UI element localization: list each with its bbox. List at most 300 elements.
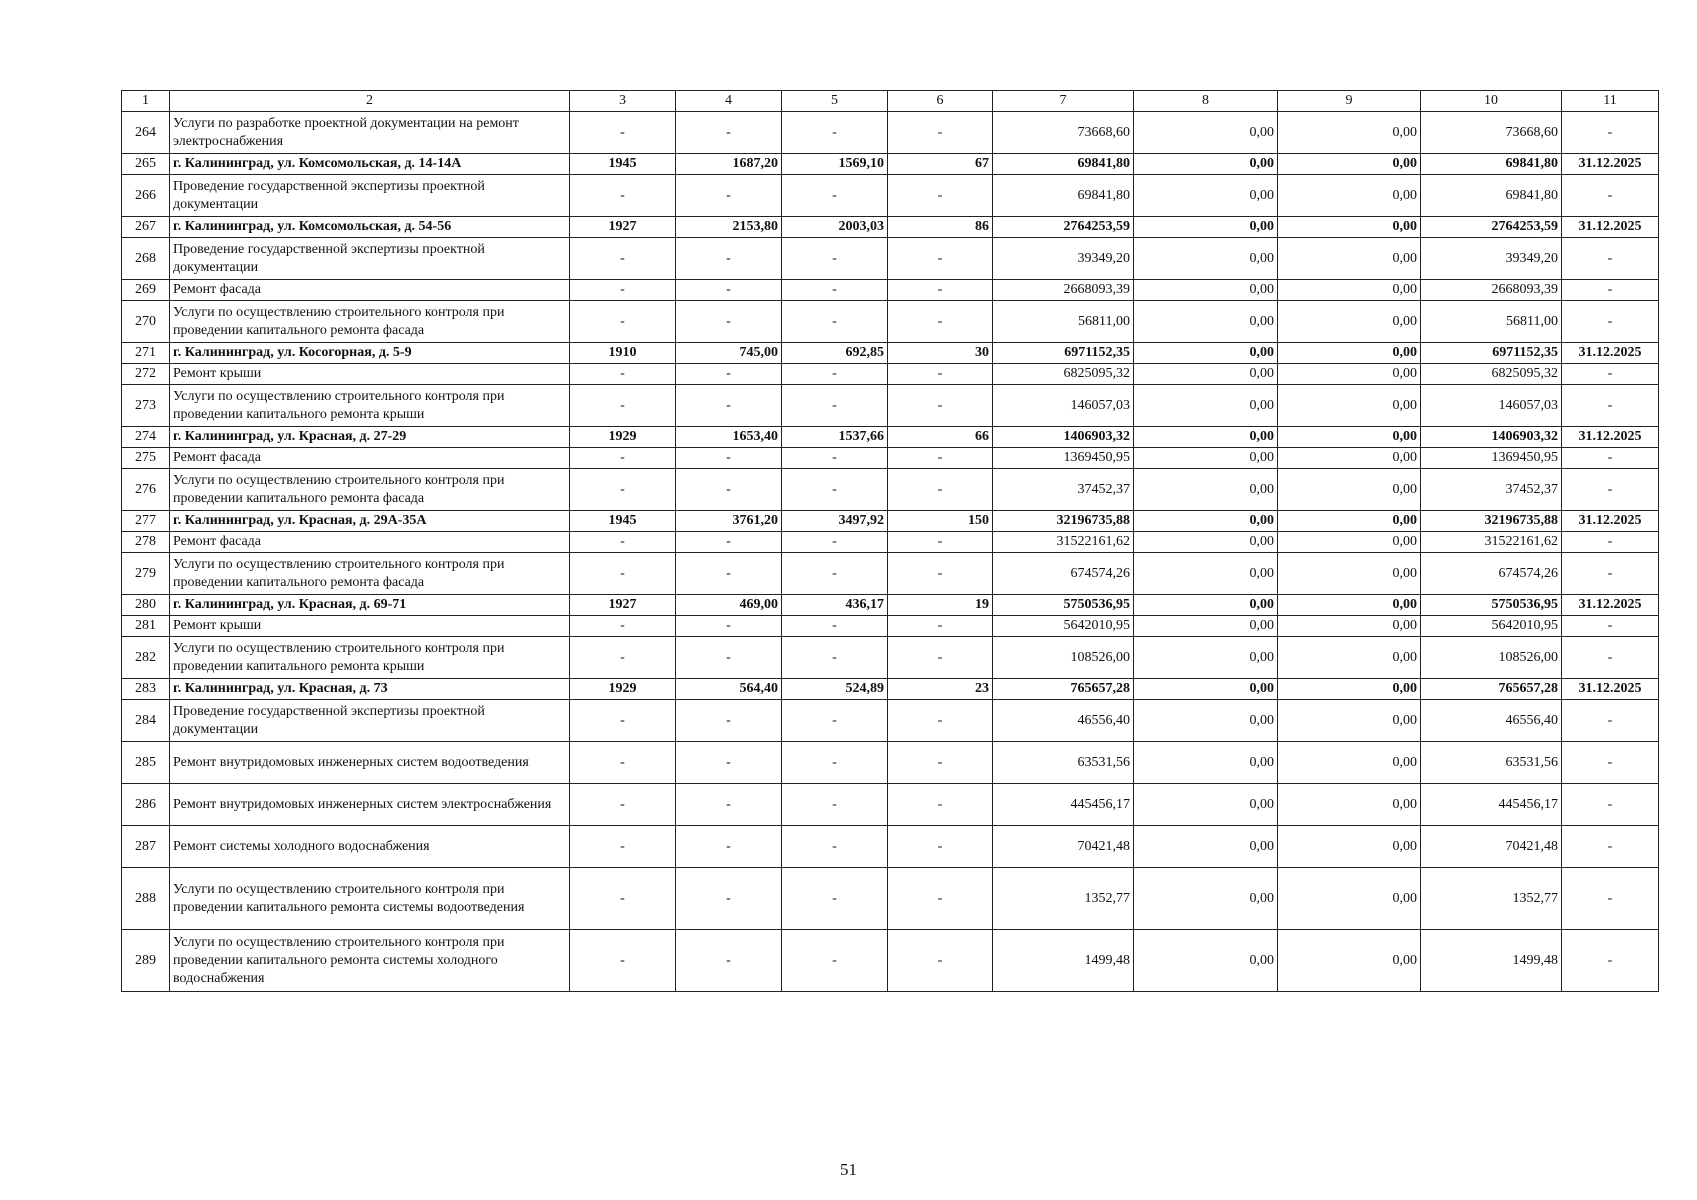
- row-number-cell: 276: [122, 469, 170, 511]
- cost-col10-cell: 31522161,62: [1421, 532, 1562, 553]
- year-cell: -: [570, 532, 676, 553]
- cost-col8-cell: 0,00: [1134, 826, 1278, 868]
- item-name-cell: г. Калининград, ул. Красная, д. 27-29: [170, 427, 570, 448]
- cost-col8-cell: 0,00: [1134, 553, 1278, 595]
- cost-total-cell: 69841,80: [993, 175, 1134, 217]
- cost-col8-cell: 0,00: [1134, 427, 1278, 448]
- deadline-cell: -: [1562, 175, 1659, 217]
- cost-col9-cell: 0,00: [1278, 637, 1421, 679]
- deadline-cell: -: [1562, 385, 1659, 427]
- cost-col8-cell: 0,00: [1134, 742, 1278, 784]
- item-name-cell: Ремонт фасада: [170, 532, 570, 553]
- cost-col10-cell: 5642010,95: [1421, 616, 1562, 637]
- year-cell: -: [570, 616, 676, 637]
- deadline-cell: -: [1562, 742, 1659, 784]
- residents-cell: -: [888, 784, 993, 826]
- row-number-cell: 286: [122, 784, 170, 826]
- cost-col9-cell: 0,00: [1278, 826, 1421, 868]
- cost-total-cell: 765657,28: [993, 679, 1134, 700]
- cost-col9-cell: 0,00: [1278, 448, 1421, 469]
- work-item-row: [122, 280, 1659, 301]
- residents-cell: -: [888, 238, 993, 280]
- residents-cell: 19: [888, 595, 993, 616]
- column-header: 1: [122, 91, 170, 112]
- work-item-row: [122, 784, 1659, 826]
- row-number-cell: 288: [122, 868, 170, 930]
- deadline-cell: 31.12.2025: [1562, 343, 1659, 364]
- deadline-cell: 31.12.2025: [1562, 154, 1659, 175]
- work-item-row: [122, 469, 1659, 511]
- data-table: [121, 90, 1659, 992]
- item-name-cell: г. Калининград, ул. Косогорная, д. 5-9: [170, 343, 570, 364]
- deadline-cell: -: [1562, 930, 1659, 992]
- deadline-cell: 31.12.2025: [1562, 427, 1659, 448]
- column-header: 10: [1421, 91, 1562, 112]
- deadline-cell: -: [1562, 469, 1659, 511]
- work-item-row: [122, 301, 1659, 343]
- cost-total-cell: 39349,20: [993, 238, 1134, 280]
- residents-cell: -: [888, 448, 993, 469]
- area-total-cell: -: [676, 301, 782, 343]
- work-item-row: [122, 930, 1659, 992]
- area-living-cell: -: [782, 930, 888, 992]
- area-living-cell: 2003,03: [782, 217, 888, 238]
- cost-total-cell: 108526,00: [993, 637, 1134, 679]
- cost-col9-cell: 0,00: [1278, 154, 1421, 175]
- year-cell: -: [570, 553, 676, 595]
- column-header: 4: [676, 91, 782, 112]
- area-total-cell: 1653,40: [676, 427, 782, 448]
- cost-col10-cell: 5750536,95: [1421, 595, 1562, 616]
- row-number-cell: 265: [122, 154, 170, 175]
- cost-col10-cell: 445456,17: [1421, 784, 1562, 826]
- cost-col10-cell: 6825095,32: [1421, 364, 1562, 385]
- cost-col9-cell: 0,00: [1278, 364, 1421, 385]
- residents-cell: -: [888, 930, 993, 992]
- area-living-cell: -: [782, 364, 888, 385]
- item-name-cell: Услуги по осуществлению строительного контроля при проведении капитального ремонта крыши: [170, 385, 570, 427]
- work-item-row: [122, 532, 1659, 553]
- row-number-cell: 275: [122, 448, 170, 469]
- item-name-cell: Услуги по разработке проектной документации на ремонт электроснабжения: [170, 112, 570, 154]
- year-cell: 1929: [570, 427, 676, 448]
- area-total-cell: -: [676, 385, 782, 427]
- cost-col10-cell: 73668,60: [1421, 112, 1562, 154]
- residents-cell: -: [888, 301, 993, 343]
- item-name-cell: Проведение государственной экспертизы проектной документации: [170, 238, 570, 280]
- area-total-cell: 2153,80: [676, 217, 782, 238]
- cost-col8-cell: 0,00: [1134, 616, 1278, 637]
- residents-cell: 67: [888, 154, 993, 175]
- cost-col8-cell: 0,00: [1134, 217, 1278, 238]
- item-name-cell: Услуги по осуществлению строительного контроля при проведении капитального ремонта фасада: [170, 553, 570, 595]
- area-living-cell: -: [782, 826, 888, 868]
- cost-col10-cell: 765657,28: [1421, 679, 1562, 700]
- cost-col10-cell: 1369450,95: [1421, 448, 1562, 469]
- year-cell: -: [570, 784, 676, 826]
- column-number-row: [122, 91, 1659, 112]
- year-cell: -: [570, 385, 676, 427]
- address-row: [122, 427, 1659, 448]
- column-header: 11: [1562, 91, 1659, 112]
- cost-total-cell: 37452,37: [993, 469, 1134, 511]
- deadline-cell: -: [1562, 364, 1659, 385]
- cost-col10-cell: 108526,00: [1421, 637, 1562, 679]
- residents-cell: -: [888, 364, 993, 385]
- residents-cell: 150: [888, 511, 993, 532]
- cost-col10-cell: 2764253,59: [1421, 217, 1562, 238]
- cost-col10-cell: 46556,40: [1421, 700, 1562, 742]
- work-item-row: [122, 637, 1659, 679]
- deadline-cell: 31.12.2025: [1562, 595, 1659, 616]
- residents-cell: -: [888, 532, 993, 553]
- cost-col9-cell: 0,00: [1278, 742, 1421, 784]
- area-living-cell: -: [782, 469, 888, 511]
- area-living-cell: 524,89: [782, 679, 888, 700]
- work-item-row: [122, 448, 1659, 469]
- cost-total-cell: 146057,03: [993, 385, 1134, 427]
- deadline-cell: -: [1562, 784, 1659, 826]
- residents-cell: -: [888, 553, 993, 595]
- residents-cell: 23: [888, 679, 993, 700]
- item-name-cell: Проведение государственной экспертизы проектной документации: [170, 175, 570, 217]
- area-total-cell: -: [676, 826, 782, 868]
- item-name-cell: г. Калининград, ул. Красная, д. 69-71: [170, 595, 570, 616]
- residents-cell: -: [888, 826, 993, 868]
- row-number-cell: 267: [122, 217, 170, 238]
- year-cell: -: [570, 742, 676, 784]
- cost-col9-cell: 0,00: [1278, 868, 1421, 930]
- row-number-cell: 273: [122, 385, 170, 427]
- year-cell: -: [570, 826, 676, 868]
- deadline-cell: -: [1562, 868, 1659, 930]
- area-living-cell: -: [782, 742, 888, 784]
- column-header: 2: [170, 91, 570, 112]
- year-cell: 1927: [570, 595, 676, 616]
- cost-col10-cell: 1406903,32: [1421, 427, 1562, 448]
- cost-col8-cell: 0,00: [1134, 868, 1278, 930]
- deadline-cell: -: [1562, 637, 1659, 679]
- area-total-cell: -: [676, 238, 782, 280]
- row-number-cell: 280: [122, 595, 170, 616]
- cost-col10-cell: 32196735,88: [1421, 511, 1562, 532]
- cost-total-cell: 56811,00: [993, 301, 1134, 343]
- item-name-cell: Услуги по осуществлению строительного контроля при проведении капитального ремонта фасада: [170, 301, 570, 343]
- row-number-cell: 282: [122, 637, 170, 679]
- table-body: [122, 91, 1659, 992]
- item-name-cell: Услуги по осуществлению строительного контроля при проведении капитального ремонта системы холодного водоснабжения: [170, 930, 570, 992]
- cost-total-cell: 674574,26: [993, 553, 1134, 595]
- work-item-row: [122, 616, 1659, 637]
- area-total-cell: -: [676, 175, 782, 217]
- cost-col9-cell: 0,00: [1278, 469, 1421, 511]
- deadline-cell: -: [1562, 280, 1659, 301]
- row-number-cell: 285: [122, 742, 170, 784]
- year-cell: 1910: [570, 343, 676, 364]
- area-living-cell: 1537,66: [782, 427, 888, 448]
- row-number-cell: 264: [122, 112, 170, 154]
- area-total-cell: -: [676, 868, 782, 930]
- cost-col10-cell: 69841,80: [1421, 154, 1562, 175]
- area-total-cell: -: [676, 616, 782, 637]
- residents-cell: -: [888, 112, 993, 154]
- cost-col9-cell: 0,00: [1278, 532, 1421, 553]
- work-item-row: [122, 553, 1659, 595]
- area-total-cell: -: [676, 448, 782, 469]
- cost-col9-cell: 0,00: [1278, 301, 1421, 343]
- area-living-cell: 436,17: [782, 595, 888, 616]
- year-cell: -: [570, 448, 676, 469]
- cost-col9-cell: 0,00: [1278, 595, 1421, 616]
- area-total-cell: -: [676, 930, 782, 992]
- cost-col9-cell: 0,00: [1278, 784, 1421, 826]
- cost-total-cell: 32196735,88: [993, 511, 1134, 532]
- area-living-cell: -: [782, 553, 888, 595]
- cost-total-cell: 1499,48: [993, 930, 1134, 992]
- item-name-cell: г. Калининград, ул. Комсомольская, д. 14-14А: [170, 154, 570, 175]
- row-number-cell: 287: [122, 826, 170, 868]
- cost-total-cell: 69841,80: [993, 154, 1134, 175]
- item-name-cell: Ремонт внутридомовых инженерных систем электроснабжения: [170, 784, 570, 826]
- cost-total-cell: 31522161,62: [993, 532, 1134, 553]
- area-living-cell: -: [782, 301, 888, 343]
- residents-cell: -: [888, 280, 993, 301]
- cost-total-cell: 1406903,32: [993, 427, 1134, 448]
- item-name-cell: Услуги по осуществлению строительного контроля при проведении капитального ремонта системы водоотведения: [170, 868, 570, 930]
- cost-col9-cell: 0,00: [1278, 679, 1421, 700]
- cost-col9-cell: 0,00: [1278, 616, 1421, 637]
- cost-col9-cell: 0,00: [1278, 112, 1421, 154]
- year-cell: -: [570, 637, 676, 679]
- cost-col9-cell: 0,00: [1278, 930, 1421, 992]
- area-total-cell: -: [676, 364, 782, 385]
- cost-col9-cell: 0,00: [1278, 385, 1421, 427]
- work-item-row: [122, 112, 1659, 154]
- column-header: 9: [1278, 91, 1421, 112]
- deadline-cell: -: [1562, 553, 1659, 595]
- work-item-row: [122, 742, 1659, 784]
- row-number-cell: 266: [122, 175, 170, 217]
- cost-col8-cell: 0,00: [1134, 511, 1278, 532]
- residents-cell: -: [888, 637, 993, 679]
- row-number-cell: 270: [122, 301, 170, 343]
- item-name-cell: Ремонт фасада: [170, 280, 570, 301]
- cost-total-cell: 1369450,95: [993, 448, 1134, 469]
- cost-col10-cell: 56811,00: [1421, 301, 1562, 343]
- cost-total-cell: 2764253,59: [993, 217, 1134, 238]
- cost-col9-cell: 0,00: [1278, 175, 1421, 217]
- area-total-cell: 564,40: [676, 679, 782, 700]
- area-living-cell: -: [782, 700, 888, 742]
- area-total-cell: -: [676, 532, 782, 553]
- area-living-cell: -: [782, 448, 888, 469]
- cost-total-cell: 46556,40: [993, 700, 1134, 742]
- item-name-cell: Проведение государственной экспертизы проектной документации: [170, 700, 570, 742]
- residents-cell: -: [888, 868, 993, 930]
- row-number-cell: 272: [122, 364, 170, 385]
- area-total-cell: -: [676, 112, 782, 154]
- cost-total-cell: 70421,48: [993, 826, 1134, 868]
- residents-cell: -: [888, 175, 993, 217]
- deadline-cell: 31.12.2025: [1562, 511, 1659, 532]
- cost-total-cell: 73668,60: [993, 112, 1134, 154]
- deadline-cell: -: [1562, 301, 1659, 343]
- year-cell: -: [570, 175, 676, 217]
- column-header: 5: [782, 91, 888, 112]
- year-cell: 1927: [570, 217, 676, 238]
- year-cell: 1929: [570, 679, 676, 700]
- year-cell: -: [570, 112, 676, 154]
- cost-total-cell: 445456,17: [993, 784, 1134, 826]
- deadline-cell: -: [1562, 532, 1659, 553]
- item-name-cell: Ремонт крыши: [170, 616, 570, 637]
- cost-col8-cell: 0,00: [1134, 679, 1278, 700]
- cost-col9-cell: 0,00: [1278, 217, 1421, 238]
- cost-total-cell: 6971152,35: [993, 343, 1134, 364]
- row-number-cell: 281: [122, 616, 170, 637]
- year-cell: -: [570, 930, 676, 992]
- item-name-cell: Ремонт фасада: [170, 448, 570, 469]
- address-row: [122, 595, 1659, 616]
- area-living-cell: -: [782, 616, 888, 637]
- column-header: 7: [993, 91, 1134, 112]
- row-number-cell: 274: [122, 427, 170, 448]
- cost-col8-cell: 0,00: [1134, 154, 1278, 175]
- row-number-cell: 284: [122, 700, 170, 742]
- deadline-cell: 31.12.2025: [1562, 679, 1659, 700]
- work-item-row: [122, 868, 1659, 930]
- cost-col8-cell: 0,00: [1134, 784, 1278, 826]
- cost-col10-cell: 1352,77: [1421, 868, 1562, 930]
- residents-cell: 30: [888, 343, 993, 364]
- deadline-cell: -: [1562, 238, 1659, 280]
- year-cell: -: [570, 364, 676, 385]
- residents-cell: -: [888, 700, 993, 742]
- item-name-cell: Ремонт крыши: [170, 364, 570, 385]
- cost-col9-cell: 0,00: [1278, 511, 1421, 532]
- item-name-cell: г. Калининград, ул. Комсомольская, д. 54-56: [170, 217, 570, 238]
- area-living-cell: -: [782, 784, 888, 826]
- row-number-cell: 278: [122, 532, 170, 553]
- residents-cell: -: [888, 385, 993, 427]
- row-number-cell: 268: [122, 238, 170, 280]
- cost-col9-cell: 0,00: [1278, 700, 1421, 742]
- cost-total-cell: 6825095,32: [993, 364, 1134, 385]
- year-cell: 1945: [570, 511, 676, 532]
- residents-cell: -: [888, 469, 993, 511]
- year-cell: 1945: [570, 154, 676, 175]
- area-living-cell: 1569,10: [782, 154, 888, 175]
- row-number-cell: 283: [122, 679, 170, 700]
- row-number-cell: 279: [122, 553, 170, 595]
- year-cell: -: [570, 700, 676, 742]
- cost-total-cell: 5642010,95: [993, 616, 1134, 637]
- cost-col8-cell: 0,00: [1134, 637, 1278, 679]
- row-number-cell: 277: [122, 511, 170, 532]
- address-row: [122, 217, 1659, 238]
- year-cell: -: [570, 238, 676, 280]
- cost-col8-cell: 0,00: [1134, 385, 1278, 427]
- area-living-cell: 3497,92: [782, 511, 888, 532]
- cost-col8-cell: 0,00: [1134, 280, 1278, 301]
- cost-col8-cell: 0,00: [1134, 700, 1278, 742]
- item-name-cell: Ремонт внутридомовых инженерных систем водоотведения: [170, 742, 570, 784]
- cost-col9-cell: 0,00: [1278, 343, 1421, 364]
- item-name-cell: г. Калининград, ул. Красная, д. 73: [170, 679, 570, 700]
- cost-col8-cell: 0,00: [1134, 930, 1278, 992]
- area-total-cell: -: [676, 700, 782, 742]
- cost-col10-cell: 674574,26: [1421, 553, 1562, 595]
- year-cell: -: [570, 301, 676, 343]
- deadline-cell: -: [1562, 700, 1659, 742]
- cost-col8-cell: 0,00: [1134, 448, 1278, 469]
- cost-total-cell: 1352,77: [993, 868, 1134, 930]
- residents-cell: -: [888, 616, 993, 637]
- work-item-row: [122, 385, 1659, 427]
- address-row: [122, 679, 1659, 700]
- row-number-cell: 271: [122, 343, 170, 364]
- deadline-cell: -: [1562, 448, 1659, 469]
- address-row: [122, 154, 1659, 175]
- row-number-cell: 269: [122, 280, 170, 301]
- cost-col10-cell: 6971152,35: [1421, 343, 1562, 364]
- area-living-cell: -: [782, 175, 888, 217]
- cost-col10-cell: 39349,20: [1421, 238, 1562, 280]
- item-name-cell: Услуги по осуществлению строительного контроля при проведении капитального ремонта крыши: [170, 637, 570, 679]
- area-total-cell: 469,00: [676, 595, 782, 616]
- cost-col8-cell: 0,00: [1134, 595, 1278, 616]
- cost-total-cell: 5750536,95: [993, 595, 1134, 616]
- area-living-cell: -: [782, 532, 888, 553]
- area-living-cell: 692,85: [782, 343, 888, 364]
- work-item-row: [122, 826, 1659, 868]
- cost-col8-cell: 0,00: [1134, 364, 1278, 385]
- cost-col10-cell: 63531,56: [1421, 742, 1562, 784]
- page-number: 51: [840, 1160, 857, 1179]
- area-total-cell: -: [676, 280, 782, 301]
- work-item-row: [122, 364, 1659, 385]
- cost-col8-cell: 0,00: [1134, 301, 1278, 343]
- item-name-cell: Услуги по осуществлению строительного контроля при проведении капитального ремонта фасада: [170, 469, 570, 511]
- area-living-cell: -: [782, 868, 888, 930]
- row-number-cell: 289: [122, 930, 170, 992]
- year-cell: -: [570, 469, 676, 511]
- area-living-cell: -: [782, 385, 888, 427]
- residents-cell: 66: [888, 427, 993, 448]
- deadline-cell: -: [1562, 112, 1659, 154]
- cost-col8-cell: 0,00: [1134, 238, 1278, 280]
- cost-col10-cell: 1499,48: [1421, 930, 1562, 992]
- deadline-cell: 31.12.2025: [1562, 217, 1659, 238]
- item-name-cell: г. Калининград, ул. Красная, д. 29А-35А: [170, 511, 570, 532]
- cost-col10-cell: 69841,80: [1421, 175, 1562, 217]
- area-living-cell: -: [782, 112, 888, 154]
- cost-col9-cell: 0,00: [1278, 427, 1421, 448]
- work-item-row: [122, 700, 1659, 742]
- area-total-cell: -: [676, 784, 782, 826]
- residents-cell: -: [888, 742, 993, 784]
- work-item-row: [122, 175, 1659, 217]
- cost-total-cell: 63531,56: [993, 742, 1134, 784]
- address-row: [122, 511, 1659, 532]
- item-name-cell: Ремонт системы холодного водоснабжения: [170, 826, 570, 868]
- area-living-cell: -: [782, 280, 888, 301]
- area-living-cell: -: [782, 238, 888, 280]
- cost-col8-cell: 0,00: [1134, 112, 1278, 154]
- cost-col8-cell: 0,00: [1134, 469, 1278, 511]
- year-cell: -: [570, 868, 676, 930]
- cost-col9-cell: 0,00: [1278, 280, 1421, 301]
